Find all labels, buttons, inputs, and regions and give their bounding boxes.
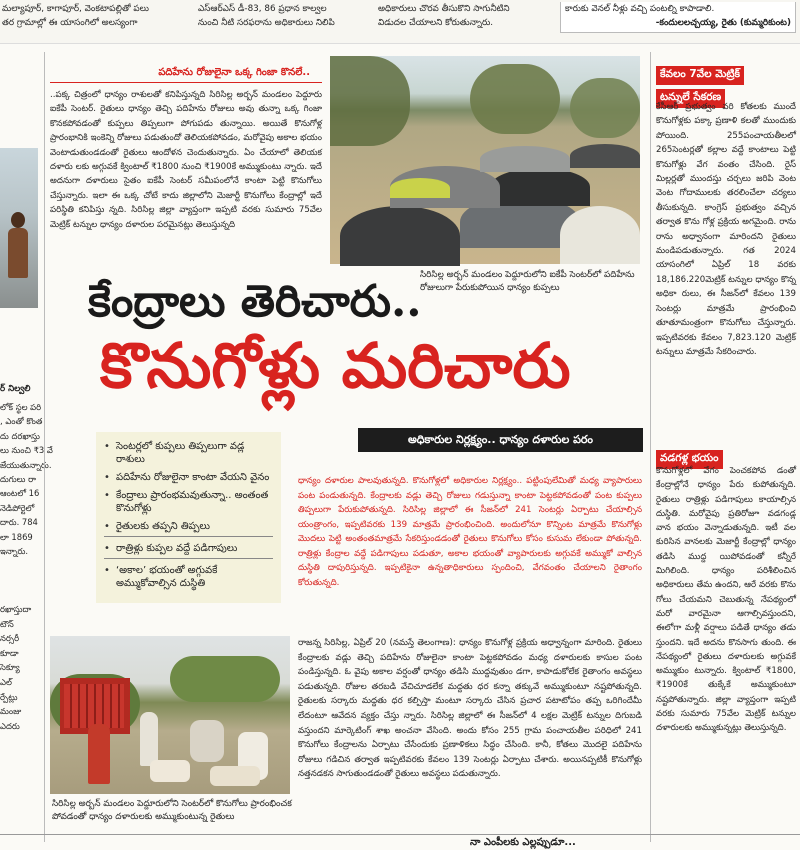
highlight-item: • ‘అకాల’ భయంతో అగ్గువకే అమ్ముకోవాల్సిన దుస్థితి — [104, 564, 273, 590]
highlight-item: • రైతులకు తప్పని తిప్పలు — [104, 520, 273, 537]
lead-paragraph: ధాన్యం దళారుల పాలవుతున్నది. కొనుగోళ్లలో అధికారుల నిర్లక్ష్యం.. పట్టింపులేమితో మధ్య వ్యాపారులు పంట పండుతున్నది. కేంద్రాలకు వడ్లు తెచ్చి రోజులు గడుస్తున్నా కాంటా పెట్టకపోవడంతో పంట కుప్పలు తిప్పలుగా పేరుకుపోతున్నది. సిరిసిల్ల జిల్లాలో ఈ సీజన్‌లో 241 సెంటర్లు ఏర్పాటు చేయాల్సిన యంత్రాంగం, ఇప్పటివరకు 139 మాత్రమే ప్రారంభించింది. అందులోనూ కొన్నింట మాత్రమే కొనుగోళ్లు మొదలు పెట్టి అంతంతమాత్రమే సేకరిస్తుండడంతో రైతులు కొనుగోలు కోసం కుసుమ లేకుండా పోతున్నది. రాత్రిళ్లు కేంద్రాల వద్దే పడిగాపులు పడుతూ, అకాల భయంతో వ్యాపారులకు అగ్గువకే అమ్ముకో వాల్సిన దుస్థితి దాపురిస్తున్నది. ఇప్పటికైనా ఉన్నతాధికారులు స్పందించి, వేగవంతం చేయాలని రైతాంగం కోరుతున్నది. — [298, 476, 642, 588]
top-strip-text: నుంచి నీటి సరఫరాను అధికారులు నిలిపి — [198, 18, 335, 28]
highlight-item: • పదిహేను రోజులైనా కాంటా వేయని వైనం — [104, 471, 273, 484]
top-strip-col2 — [198, 2, 366, 30]
top-strip-text: ఎస్‌ఆర్‌ఎస్‌ డీ-83, 86 ప్రధాన కాల్వల — [198, 4, 327, 14]
grain-heaps-photo — [330, 56, 640, 264]
top-strip-text: విడుదల చేయాలని కోరుతున్నారు. — [378, 18, 494, 28]
top-strip-col1 — [2, 2, 192, 30]
sidebar-paragraph-2: కొనుగోళ్లలో వేగం పెంచకపోవ డంతో కేంద్రాల్లోనే ధాన్యం పేరు కుపోతున్నది. రైతులు రాత్రిళ్లు పడిగాపులు కాయాల్సిన దుస్థితి. మరోవైపు ప్రతిరోజూ వడగండ్ల వాన భయం వెన్నాడుతున్నది. ఇటీ వల కురిసిన వానలకు మెజార్టీ కేంద్రాల్లో ధాన్యం తడిసి ముద్ద యిపోవడంతో కన్నీరే మిగిలింది. ధాన్యం పరిశీలించిన అధికారులు తేమ ఉందని, ఆరే వరకు కొను గోలు చేయమని చెబుతున్న నేపథ్యంలో మరో వారమైనా ఆగాల్సివస్తుందని, ఈలోగా మళ్లీ వర్షాలు పడితే ధాన్యం తడు స్తుందని. ఇదే అదను కొనసాగు తుంది. ఈ నేపథ్యంలో రైతులు దళారులకు అగ్గువకే అమ్ముకుం టున్నారు. క్వింటాల్‌ ₹1800, ₹1900కే తుక్కేకే అమ్ముకుంటూ నష్టపోతున్నారు. జిల్లా వ్యాప్తంగా ఇప్పటి వరకు సుమారు 75వేల మెట్రిక్‌ టన్నుల దళారులకు అమ్ముకున్నట్లు తెలుస్తున్నది. — [656, 466, 796, 734]
column-divider — [44, 52, 45, 842]
quote-text: కారుకు వెనల్‌ నీళ్లు వచ్చి పంటల్ని కాపాడాలి. — [565, 4, 715, 14]
highlight-item: • సెంటర్లలో కుప్పలు తిప్పలుగా వడ్ల రాశులు — [104, 440, 273, 466]
column-divider-right — [650, 52, 651, 842]
top-strip-text: అధికారులు చొరవ తీసుకొని సాగునీటిని — [378, 4, 510, 14]
top-strip-text: మల్యాపూర్‌, కాగాపూర్‌, వెంకటాపల్లితో పలు — [2, 4, 149, 14]
bottom-photo-caption: సిరిసిల్ల అర్బన్‌ మండలం పెద్దూరులోని సెంటర్‌లో కొనుగోలు ప్రారంభించక పోవడంతో ధాన్యం దళారులకు అమ్ముకుంటున్న రైతులు — [52, 799, 292, 822]
highlight-item: • కేంద్రాలు ప్రారంభమవుతున్నా.. అంతంత కొనుగోళ్లు — [104, 489, 273, 515]
sidebar-paragraph-1: కేసీఆర్‌ ప్రభుత్వం వరి కోతలకు ముందే కొనుగోళ్లకు పక్కా ప్రణాళి కలతో ముందుకు పోయింది. 255పంచాయతీలలో 265సెంటర్లతో కల్లాల వద్దే కాంటాలు పెట్టి కొనుగోళ్లు వేగ వంతం చేసింది. రైస్‌ మిల్లర్లతో ముందస్తు చర్చలు జరిపి వెంట వెంట గోదాములకు తరలించేలా చర్యలు తీసుకున్నది. కాంగ్రెస్‌ ప్రభుత్వం వచ్చిన తర్వాత కొను గోళ్ల ప్రక్రియ అగమైంది. రాను రాను అధ్వానంగా మారిందని రైతులు మండిపడుతున్నారు. గత 2024 యాసంగిలో ఏప్రిల్‌ 18 వరకు 18,186.220మెట్రిక్‌ టన్నుల ధాన్యం కొన్న అధికా రులు, ఈ సీజన్‌లో కేవలం 139 సెంటర్లు మాత్రమే ప్రారంభించి తూతూమంత్రంగా కొనుగోలు చేస్తున్నారు. ఇప్పటివరకు కేవలం 7,823.120 మెట్రిక్‌ టన్నులు మాత్రమే సేకరించారు. — [656, 102, 796, 357]
top-strip-text: తర గ్రామాల్లో ఈ యాసంగిలో అలస్యంగా — [2, 18, 138, 28]
quote-attribution: -కందులలచ్చయ్య, రైతు (కుమ్మరికుంట) — [655, 18, 791, 28]
left-edge-text-2: రఖాస్తుదా టౌన్ నర్సరీ కూడా సెక్యూ ఎల్ ర్పేట్లు మంజు ఎదరు — [0, 604, 32, 731]
highlight-item: • రాత్రిళ్లు కుప్పల వద్దే పడిగాపులు — [104, 542, 273, 559]
subheadline-banner: అధికారుల నిర్లక్ష్యం.. ధాన్యం దళారుల పరం — [358, 428, 643, 452]
body-paragraph: రాజన్న సిరిసిల్ల, ఏప్రిల్‌ 20 (నమస్తే తెలంగాణ): ధాన్యం కొనుగోళ్ల ప్రక్రియ అధ్వాన్నంగా మారింది. రైతులు కేంద్రాలకు వడ్లు తెచ్చి పదిహేను రోజులైనా కాంటా పెట్టకపోవడం మధ్య దళారులకు కాసుల పంట పండిస్తున్నది. ఓ వైపు అకాల వర్షంతో ధాన్యం తడిసి ముద్దవుతుం డగా, కాపాడుకోలేక రైతాంగం అవస్థలు పడుతున్నది. రోజుల తరబడి వేచిచూడలేక మద్దతు ధర కన్నా తక్కువే అమ్ముకుంటూ నష్టపోతున్నది. రైతులకు సర్కారు మద్దతు ధర కల్పిస్తా మంటూ సర్కారు చేసిన ప్రచార పటాటోపం తప్ప ఒరిగిందేమీ లేదంటూ ఆవేదన వ్యక్తం చేస్తు న్నారు. సిరిసిల్ల జిల్లాలో ఈ సీజన్‌లో 4 లక్షల మెట్రిక్‌ టన్నుల దిగుబడి వస్తుందని మార్కెటింగ్‌ శాఖ అంచనా వేసింది. అందు కోసం 255 గ్రామ పంచాయతీల పరిధిలో 241 కొనుగోలు కేంద్రాలను ఏర్పాటు చేసేందుకు ప్రణాళికలు సిద్ధం చేసింది. కానీ, కోతలు మొదలై పదిహేను రోజులు గడిచిన తర్వాత ఇప్పటివరకు కేవలం 139 సెంటర్లు ఏర్పాటు చేశారు. అయినప్పటికీ కొనుగోళ్లు నత్తనడకన సాగుతుండడంతో రైతులు అవస్థలు పడుతున్నారు. — [298, 638, 642, 780]
sidebar-title-line-1: కేవలం 7వేల మెట్రిక్‌ — [656, 66, 744, 85]
sidebar-title-line-2: టన్నులే సేకరణ — [656, 89, 725, 108]
next-article-teaser: నా ఎంపీలకు ఎల్లప్పుడూ... — [470, 837, 576, 848]
left-edge-caption: ర్ నిల్వలి — [0, 384, 31, 394]
sidebar-title-2: వడగళ్ల భయం — [656, 450, 723, 469]
intro-kicker: పదిహేను రోజులైనా ఒక్క గింజా కొనలే.. — [158, 67, 310, 78]
farmers-selling-photo — [50, 636, 290, 794]
kicker-rule — [50, 82, 322, 83]
headline-line-1: కేంద్రాలు తెరిచారు.. — [88, 276, 422, 327]
highlights-box — [96, 432, 281, 603]
farmer-quote-box — [560, 2, 796, 33]
top-strip-col3 — [378, 2, 548, 30]
page-bottom-rule — [0, 834, 800, 835]
left-edge-text: లోక్ స్థల పరి , ఎంతో కొంత దు దరఖాస్తు లు నుంచి ₹3 వే జేయుతున్నారు. దుగులు రా ఆంటలో 16 నెడిపోర్టెలో దారు. 784 లా 1869 ఇన్నారు. — [0, 402, 53, 557]
top-photo-caption: సిరిసిల్ల అర్బన్‌ మండలం పెద్దూరులోని ఐకేపీ సెంటర్‌లో పదిహేను రోజులుగా పేరుకుపోయిన ధాన్యం కుప్పలు — [420, 270, 635, 293]
headline-line-2: కొనుగోళ్లు మరిచారు — [100, 329, 571, 402]
intro-paragraph: ..పక్క చిత్రంలో ధాన్యం రాశులతో కనిపిస్తున్నది సిరిసిల్ల అర్బన్‌ మండలం పెద్దూరు ఐకేపీ సెంటర్‌. రైతులు ధాన్యం తెచ్చి పదిహేను రోజులు అవు తున్నా ఒక్క గింజా కొనకపోవడంతో కుప్పలు తిప్పలుగా పోగుపడు తున్నాయి. అయితే కొనుగోళ్ల ప్రారంభానికి ఇంకెన్ని రోజులు పడుతుందో తెలియకపోవడం, మరోవైపు అకాల భయం వెంటాడుతుండడంతో రైతులు ఆందోళన చెందుతున్నారు. ఏం చేయాలో తెలియక దళారు లకు అగ్గువకే క్వింటాల్‌ ₹1800 నుంచి ₹1900కే అమ్ముకుంటు న్నారు. ఇదే అదనుగా దళారులు సైతం ఐకేపీ సెంటర్‌ సమీపంలోనే కాంటా పెట్టి కొనుగోలు చేస్తున్నారు. ఇలా ఈ ఒక్క చోటే కాదు జిల్లాలోని మెజార్టీ కొనుగోలు కేంద్రాల్లో ఇదే పరిస్థితి కనిపిస్తు న్నది. సిరిసిల్ల జిల్లా వ్యాప్తంగా ఇప్పటి వరకు సుమారు 75వేల మెట్రిక్‌ టన్నుల ధాన్యం దళారుల పరమైనట్లు తెలుస్తున్నది — [50, 90, 322, 230]
left-edge-photo — [0, 148, 38, 308]
